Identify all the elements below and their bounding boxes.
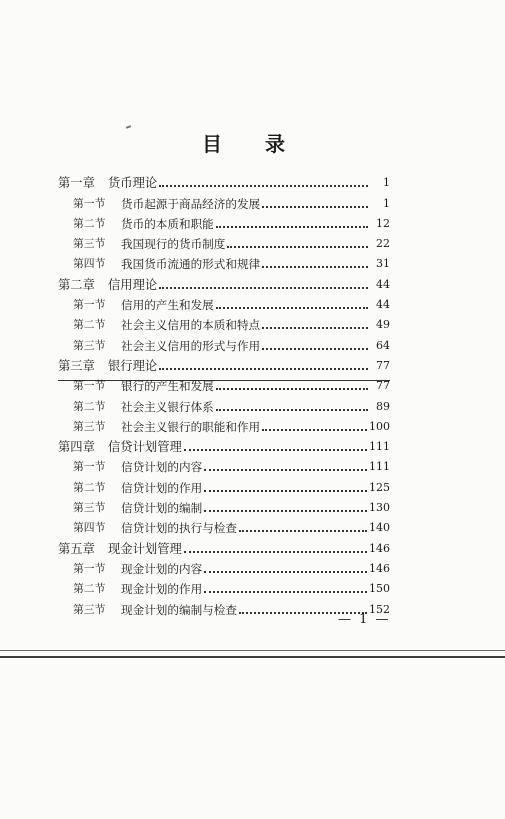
toc-section-row [58,251,390,271]
section-number: 第一节 [73,460,106,474]
dot-leader [216,387,368,390]
toc-entry-label [58,481,202,495]
toc-entry-label [58,217,214,231]
toc-section-row [58,556,390,576]
section-title: 货币起源于商品经济的发展 [121,196,261,211]
dot-leader [216,306,368,309]
section-title: 货币的本质和职能 [121,216,214,231]
toc-chapter-row [58,170,390,190]
section-title: 现金计划的内容 [121,561,203,576]
dot-leader [216,408,368,411]
dot-leader [262,326,368,329]
toc-section-row [58,312,390,332]
section-number: 第三节 [73,501,106,515]
toc-page-number: 22 [376,237,390,251]
toc-section-row [58,190,390,210]
toc-page-number: 125 [369,480,390,494]
toc-page-number: 100 [369,419,390,433]
toc-entry-label [58,400,214,414]
toc-section-row [58,211,390,231]
chapter-title: 银行理论 [108,358,158,373]
section-title: 现金计划的作用 [121,582,203,597]
section-number: 第二节 [73,216,106,230]
section-number: 第三节 [73,237,106,251]
page-title: 目 录 [202,132,303,156]
chapter-title: 信用理论 [108,277,158,292]
section-number: 第二节 [73,480,106,494]
toc-chapter-row [58,434,390,454]
toc-page-number: 140 [369,521,390,535]
toc-entry-label [58,460,202,474]
toc-entry-label [58,582,202,596]
dot-leader [262,205,368,208]
toc-section-row [58,292,390,312]
toc-section-row [58,393,390,413]
toc-section-row [58,231,390,251]
table-of-contents [58,170,390,617]
toc-entry-label [58,542,182,556]
toc-entry-label [58,339,260,353]
page-number-footer: — 1 — [338,612,391,627]
dot-leader [204,570,367,573]
dot-leader [204,509,367,512]
section-number: 第二节 [73,582,106,596]
dot-leader [239,529,367,532]
toc-page-number: 64 [376,338,390,352]
dot-leader [216,225,368,228]
dot-leader [262,265,368,268]
toc-entry-label [58,359,157,373]
section-title: 社会主义信用的本质和特点 [121,318,261,333]
section-title: 信贷计划的编制 [121,501,203,516]
section-title: 信贷计划的内容 [121,460,203,475]
toc-page-number: 146 [369,541,390,555]
section-number: 第三节 [73,602,106,616]
toc-page-number: 111 [369,460,390,474]
toc-page-number: 130 [369,501,390,515]
dot-leader [262,428,367,431]
section-title: 现金计划的编制与检查 [121,602,237,617]
toc-entry-label [58,440,182,454]
toc-section-row [58,373,390,393]
toc-page-number: 1 [383,196,390,210]
chapter-title: 信贷计划管理 [108,440,182,455]
dot-leader [184,448,367,451]
section-title: 社会主义银行的职能和作用 [121,419,261,434]
section-number: 第三节 [73,419,106,433]
section-number: 第三节 [73,338,106,352]
toc-section-row [58,576,390,596]
section-number: 第一节 [73,196,106,210]
toc-page-number: 77 [376,379,390,393]
toc-entry-label [58,318,260,332]
toc-entry-label [58,197,260,211]
dot-leader [159,367,368,370]
dot-leader [227,245,368,248]
toc-entry-label [58,603,237,617]
section-number: 第一节 [73,379,106,393]
section-title: 社会主义信用的形式与作用 [121,338,261,353]
section-title: 社会主义银行体系 [121,399,214,414]
toc-section-row [58,332,390,352]
toc-entry-label [58,379,214,393]
toc-section-row [58,474,390,494]
section-number: 第二节 [73,399,106,413]
toc-chapter-row [58,353,390,373]
toc-page-number: 31 [376,257,390,271]
chapter-number: 第二章 [58,277,95,292]
toc-page-number: 89 [376,399,390,413]
toc-page-number: 1 [383,176,390,190]
toc-entry-label [58,420,260,434]
toc-entry-label [58,176,157,190]
toc-entry-label [58,237,225,251]
bottom-rule-thick [0,656,505,658]
section-title: 信贷计划的作用 [121,480,203,495]
toc-entry-label [58,521,237,535]
dot-leader [184,550,367,553]
section-number: 第四节 [73,257,106,271]
section-number: 第四节 [73,521,106,535]
toc-page-number: 49 [376,318,390,332]
toc-page-number: 146 [369,561,390,575]
dot-leader [204,489,367,492]
toc-entry-label [58,562,202,576]
bottom-rule-thin [0,650,505,651]
toc-chapter-row [58,535,390,555]
dot-leader [204,590,367,593]
toc-entry-label [58,278,157,292]
toc-section-row [58,495,390,515]
toc-section-row [58,515,390,535]
toc-page-number: 152 [369,602,390,616]
section-title: 信用的产生和发展 [121,298,214,313]
dot-leader [159,184,368,187]
section-number: 第一节 [73,561,106,575]
dot-leader [159,286,368,289]
toc-page-number: 150 [369,582,390,596]
toc-page-number: 44 [376,298,390,312]
toc-entry-label [58,501,202,515]
toc-page-number: 44 [376,277,390,291]
chapter-number: 第三章 [58,358,95,373]
toc-entry-label [58,257,260,271]
toc-section-row [58,414,390,434]
section-number: 第一节 [73,298,106,312]
toc-page-number: 111 [369,440,390,454]
chapter-title: 现金计划管理 [108,541,182,556]
dot-leader [204,468,367,471]
section-number: 第二节 [73,318,106,332]
section-title: 信贷计划的执行与检查 [121,521,237,536]
section-title: 我国现行的货币制度 [121,237,226,252]
chapter-number: 第一章 [58,176,95,191]
toc-page-number: 77 [376,358,390,372]
toc-section-row [58,454,390,474]
chapter-number: 第五章 [58,541,95,556]
section-title: 我国货币流通的形式和规律 [121,257,261,272]
toc-page-number: 12 [376,216,390,230]
section-title: 银行的产生和发展 [121,379,214,394]
chapter-number: 第四章 [58,440,95,455]
toc-chapter-row [58,271,390,291]
dot-leader [262,347,368,350]
chapter-title: 货币理论 [108,176,158,191]
toc-entry-label [58,298,214,312]
